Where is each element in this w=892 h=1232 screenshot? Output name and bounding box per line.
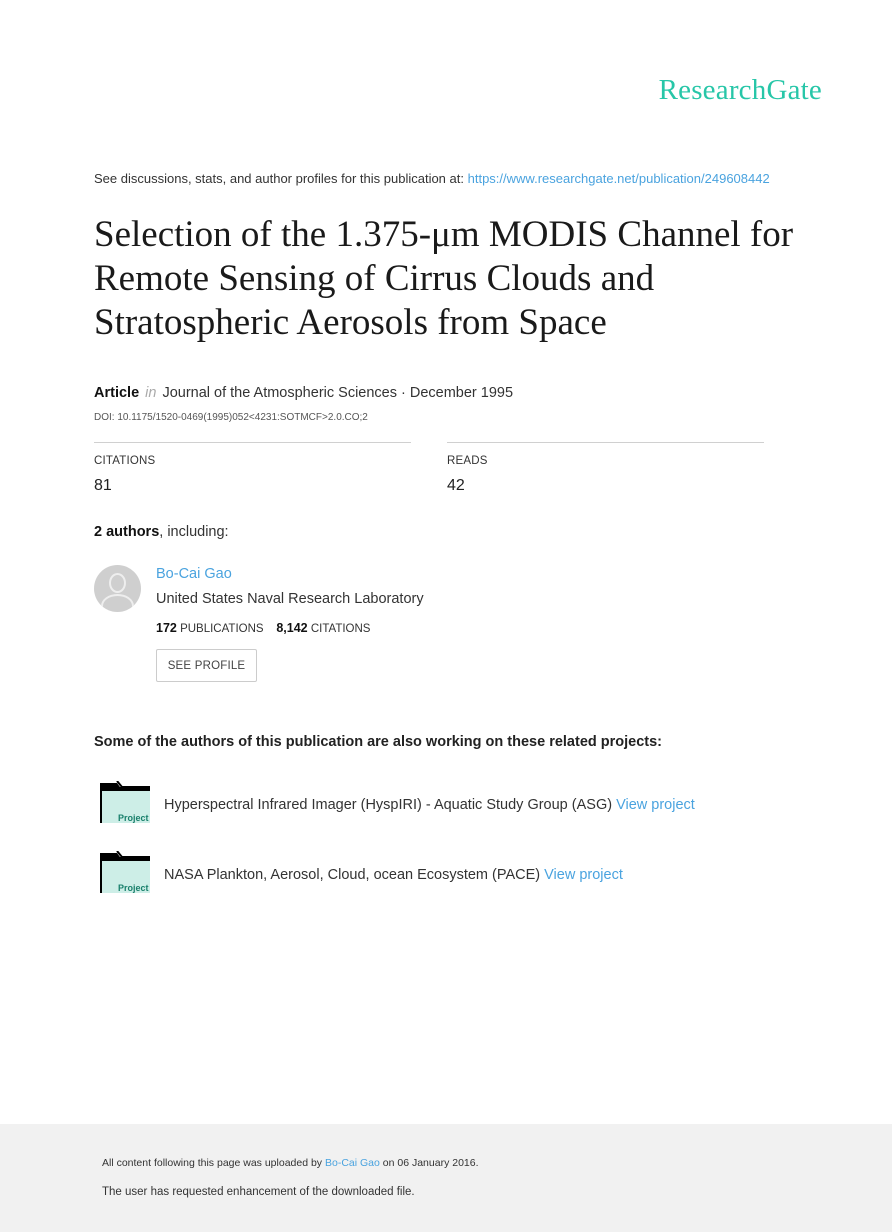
user-silhouette-icon[interactable] <box>94 565 141 612</box>
project-folder-label: Project <box>118 813 149 823</box>
publication-title: Selection of the 1.375-μm MODIS Channel for Remote Sensing of Cirrus Clouds and Stratospheric Aerosols from Space <box>94 214 794 343</box>
project-name: Hyperspectral Infrared Imager (HyspIRI) - Aquatic Study Group (ASG) <box>164 797 613 813</box>
uploader-link[interactable]: Bo-Cai Gao <box>324 1157 380 1169</box>
upload-suffix: on 06 January 2016. <box>382 1157 479 1169</box>
publication-type: Article <box>94 385 140 401</box>
citations-label: CITATIONS <box>94 455 156 467</box>
journal-and-date: Journal of the Atmospheric Sciences · December 1995 <box>162 385 514 401</box>
authors-count-number: 2 authors <box>94 524 160 540</box>
doi: DOI: 10.1175/1520-0469(1995)052<4231:SOTMCF>2.0.CO;2 <box>94 412 368 423</box>
author-stats <box>156 621 370 635</box>
citations-stat <box>94 442 411 495</box>
reads-value: 42 <box>447 477 465 494</box>
project-folder-icon <box>100 851 150 893</box>
reads-label: READS <box>447 455 488 467</box>
footer <box>0 1124 892 1232</box>
citations-value: 81 <box>94 477 112 494</box>
authors-count <box>94 524 229 540</box>
related-projects-heading: Some of the authors of this publication are also working on these related projects: <box>94 734 663 750</box>
view-project-link[interactable]: View project <box>616 797 695 813</box>
author-institution: United States Naval Research Laboratory <box>156 591 424 607</box>
in-word: in <box>145 385 157 401</box>
publication-url-link[interactable]: https://www.researchgate.net/publication/249608442 <box>467 171 770 186</box>
project-name: NASA Plankton, Aerosol, Cloud, ocean Ecosystem (PACE) <box>164 867 541 883</box>
researchgate-logo[interactable]: ResearchGate <box>658 74 822 106</box>
author-citations-count: 8,142 <box>276 621 308 635</box>
upload-prefix: All content following this page was uploaded by <box>102 1157 323 1169</box>
upload-info <box>102 1157 479 1169</box>
enhancement-note: The user has requested enhancement of the downloaded file. <box>102 1186 415 1198</box>
authors-count-rest: , including: <box>159 524 229 540</box>
project-folder-label: Project <box>118 883 149 893</box>
see-profile-button[interactable]: SEE PROFILE <box>156 649 257 682</box>
author-publications-label: PUBLICATIONS <box>180 623 264 635</box>
project-line <box>164 867 623 883</box>
publication-url-line <box>94 171 770 186</box>
reads-stat <box>447 442 764 495</box>
see-discussions-text: See discussions, stats, and author profiles for this publication at: <box>94 171 464 186</box>
author-publications-count: 172 <box>156 621 177 635</box>
project-folder-icon <box>100 781 150 823</box>
publication-meta <box>94 385 513 401</box>
project-line <box>164 797 695 813</box>
author-citations-label: CITATIONS <box>310 623 371 635</box>
view-project-link[interactable]: View project <box>544 867 623 883</box>
author-name-link[interactable]: Bo-Cai Gao <box>156 566 232 582</box>
